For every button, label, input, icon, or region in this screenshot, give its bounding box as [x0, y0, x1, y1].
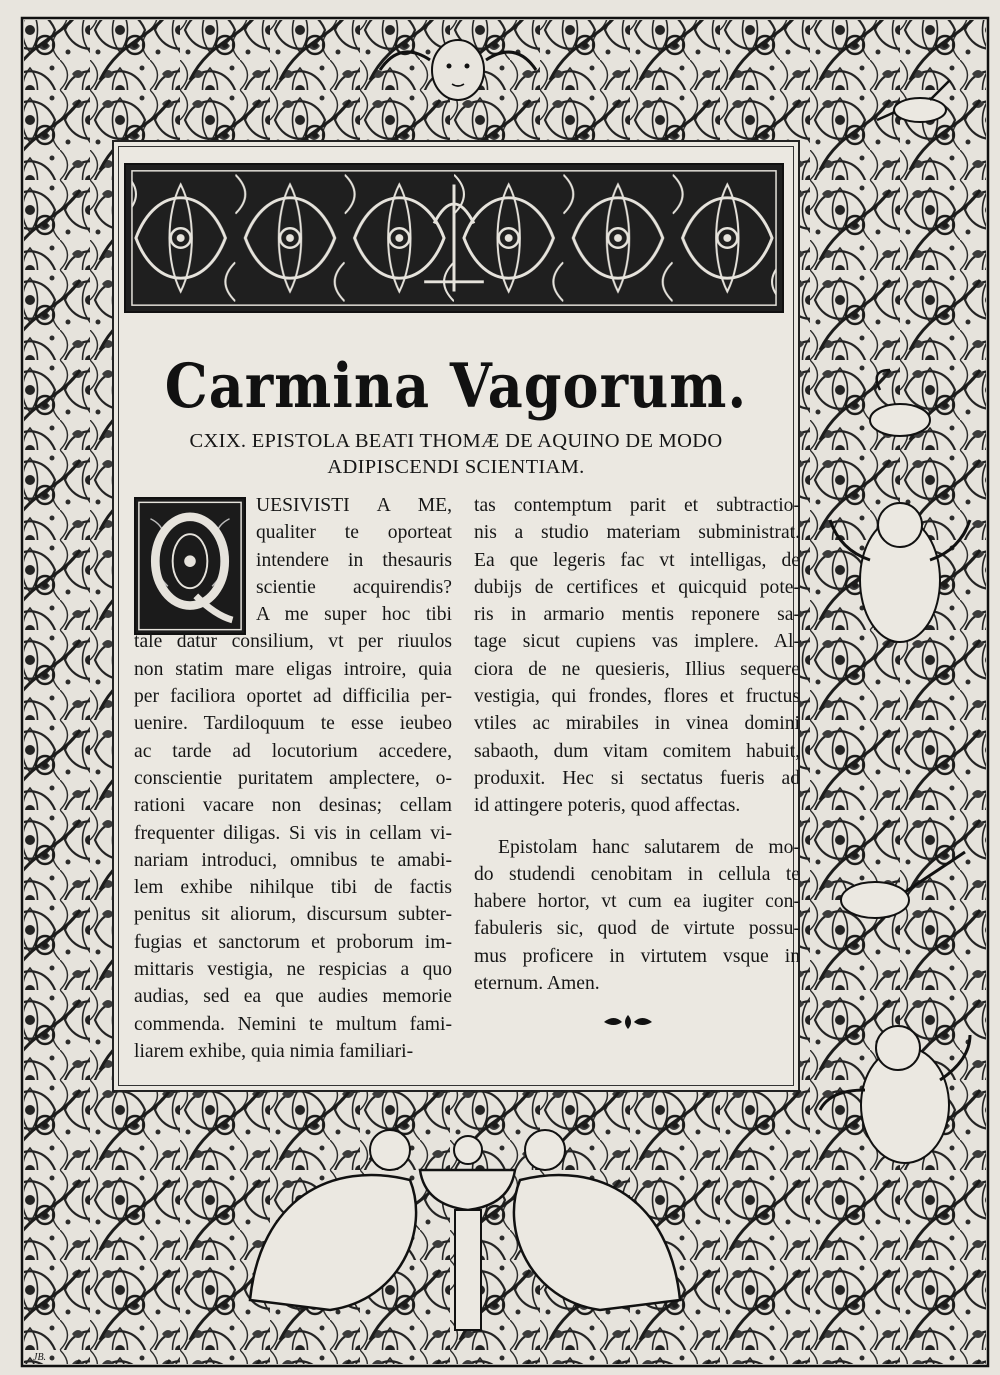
text-line: frequenter diligas. Si vis in cellam vi- — [134, 822, 452, 844]
text-line: fugias et sanctorum et proborum im- — [134, 931, 452, 953]
text-column-right — [474, 492, 800, 997]
fleuron-ornament-icon — [600, 1012, 656, 1032]
letter-heading — [140, 428, 772, 480]
text-line: commenda. Nemini te multum fami- — [134, 1013, 452, 1035]
text-line: ris in armario mentis reponere sa- — [474, 604, 800, 626]
text-line: mus proficere in virtutem vsque in — [474, 945, 800, 967]
text-line: lem exhibe nihilque tibi de factis — [134, 877, 452, 899]
text-column-left — [134, 492, 452, 1065]
text-line: A me super hoc tibi — [256, 604, 452, 626]
text-line: nariam introduci, omnibus te amabi- — [134, 849, 452, 871]
text-line: scientie acquirendis? — [256, 576, 452, 598]
text-line: tas contemptum parit et subtractio- — [474, 495, 800, 516]
text-line: non statim mare eligas introire, quia — [134, 658, 452, 680]
text-line: tale datur consilium, vt per riuulos — [134, 631, 452, 653]
text-line: ac tarde ad locutorium accedere, — [134, 740, 452, 762]
text-line: dubijs de certifices et quicquid pote- — [474, 576, 800, 598]
text-line: UESIVISTI A ME, — [256, 495, 452, 516]
text-line: rationi vacare non desinas; cellam — [134, 795, 452, 817]
heading-line: ADIPISCENDI SCIENTIAM. — [327, 456, 585, 478]
text-line: do studendi cenobitam in cellula te — [474, 863, 800, 885]
text-line: produxit. Hec si sectatus fueris ad — [474, 767, 800, 789]
text-line: habere hortor, vt cum ea iugiter con- — [474, 891, 800, 913]
text-line: fabuleris sic, quod de virtute possu- — [474, 918, 800, 940]
text-line: qualiter te oporteat — [256, 522, 452, 544]
engraver-signature: JB. — [33, 1352, 47, 1363]
text-line: liarem exhibe, quia nimia familiari- — [134, 1040, 414, 1062]
text-line: mittaris vestigia, ne respicias a quo — [134, 959, 452, 981]
text-line: Ea que legeris fac vt intelligas, de — [474, 549, 800, 571]
paragraph-gap — [474, 820, 800, 834]
text-line: sabaoth, dum vitam comitem habuit, — [474, 740, 800, 762]
text-line: vestigia, qui frondes, flores et fructus — [474, 686, 800, 708]
heading-line: CXIX. EPISTOLA BEATI THOMÆ DE AQUINO DE MODO — [189, 430, 723, 452]
text-line: Epistolam hanc salutarem de mo- — [498, 836, 800, 858]
text-line: tage sicut cupiens vas implere. Al- — [474, 631, 800, 653]
page-title: Carmina Vagorum. — [164, 350, 748, 422]
text-line: penitus sit aliorum, discursum subter- — [134, 904, 452, 926]
text-line: uenire. Tardiloquum te esse ieubeo — [134, 713, 452, 735]
text-line: conscientie puritatem amplectere, o- — [134, 767, 452, 789]
text-line: intendere in thesauris — [256, 549, 452, 571]
text-line: id attingere poteris, quod affectas. — [474, 795, 741, 817]
text-line: eternum. Amen. — [474, 973, 600, 995]
text-line: audias, sed ea que audies memorie — [134, 986, 452, 1008]
text-line: nis a studio materiam subministrat. — [474, 522, 800, 544]
text-line: vtiles ac mirabiles in vinea domini — [474, 713, 800, 735]
text-line: per faciliora oportet ad difficilia per- — [134, 686, 452, 708]
ornamental-header-band — [124, 163, 784, 313]
text-line: ciora de ne quesieris, Illius sequere — [474, 658, 800, 680]
